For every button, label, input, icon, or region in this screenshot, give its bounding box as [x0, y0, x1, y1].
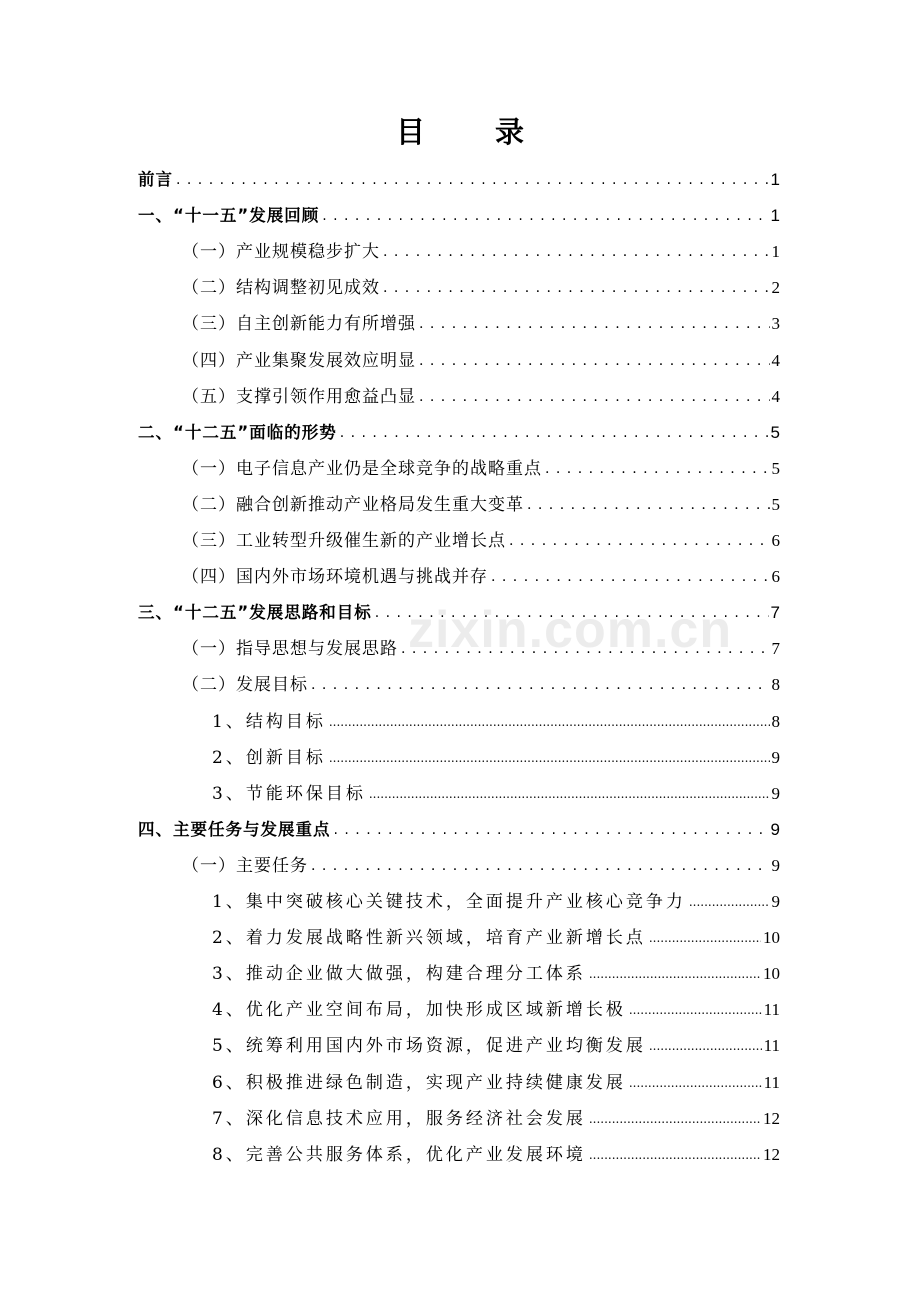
toc-entry[interactable]: [138, 818, 780, 842]
toc-entry-page-number: 5: [771, 458, 780, 478]
dot-leader: [689, 890, 770, 914]
dot-leader: [419, 385, 770, 409]
toc-entry-label: （二）结构调整初见成效: [182, 278, 380, 299]
toc-entry-page-number: 9: [771, 783, 780, 803]
toc-entry-label: 1、结构目标: [212, 711, 326, 732]
toc-entry-label: （一）指导思想与发展思路: [182, 639, 398, 660]
toc-entry[interactable]: [212, 998, 780, 1022]
toc-entry-page-number: 6: [771, 567, 780, 587]
toc-entry-label: （一）电子信息产业仍是全球竞争的战略重点: [182, 458, 542, 479]
dot-leader: [176, 168, 769, 192]
toc-entry-page-number: 11: [763, 1036, 780, 1056]
toc-entry[interactable]: [212, 926, 780, 950]
toc-entry-label: 4、优化产业空间布局，加快形成区域新增长极: [212, 1000, 626, 1021]
dot-leader: [545, 457, 770, 481]
toc-entry-label: 2、创新目标: [212, 747, 326, 768]
dot-leader: [340, 421, 769, 445]
dot-leader: [322, 204, 768, 228]
toc-entry-page-number: 7: [771, 639, 780, 659]
toc-entry-page-number: 6: [771, 531, 780, 550]
dot-leader: [649, 1034, 762, 1058]
toc-entry[interactable]: [182, 385, 780, 409]
dot-leader: [311, 854, 770, 878]
toc-entry-label: 5、统筹利用国内外市场资源，促进产业均衡发展: [212, 1036, 646, 1057]
toc-entry-page-number: 4: [771, 350, 780, 370]
toc-entry[interactable]: [212, 1034, 780, 1058]
toc-entry-page-number: 11: [763, 1072, 780, 1092]
toc-entry-page-number: 9: [771, 747, 780, 767]
toc-entry-label: 7、深化信息技术应用，服务经济社会发展: [212, 1108, 586, 1129]
toc-entry-label: （二）融合创新推动产业格局发生重大变革: [182, 494, 524, 515]
toc-entry[interactable]: [212, 710, 780, 734]
toc-entry[interactable]: [182, 457, 780, 481]
toc-entry[interactable]: [212, 746, 780, 770]
toc-entry-label: 1、集中突破核心关键技术，全面提升产业核心竞争力: [212, 892, 686, 912]
toc-entry-label: （二）发展目标: [182, 675, 308, 696]
toc-entry-page-number: 5: [770, 422, 780, 442]
toc-entry[interactable]: [182, 276, 780, 300]
dot-leader: [329, 746, 770, 770]
toc-entry-label: （三）工业转型升级催生新的产业增长点: [182, 531, 506, 551]
toc-entry[interactable]: [138, 204, 780, 228]
dot-leader: [383, 240, 770, 264]
dot-leader: [649, 926, 761, 950]
toc-entry-page-number: 1: [771, 242, 780, 262]
watermark: zixin.com.cn: [408, 601, 733, 659]
toc-entry-page-number: 8: [771, 675, 780, 695]
toc-entry[interactable]: [138, 168, 780, 192]
toc-entry-label: （五）支撑引领作用愈益凸显: [182, 386, 416, 407]
dot-leader: [369, 782, 770, 806]
toc-entry-label: 3、节能环保目标: [212, 783, 366, 804]
toc-entry[interactable]: [182, 673, 780, 697]
toc-entry-page-number: 1: [770, 206, 780, 226]
dot-leader: [589, 962, 761, 986]
dot-leader: [589, 1143, 761, 1167]
toc-entry-page-number: 4: [771, 386, 780, 406]
toc-entry[interactable]: [182, 529, 780, 553]
toc-entry[interactable]: [182, 493, 780, 517]
toc-entry-page-number: 3: [771, 314, 780, 334]
toc-entry[interactable]: [212, 1143, 780, 1167]
toc-entry-label: 四、主要任务与发展重点: [138, 819, 331, 839]
toc-entry-page-number: 7: [770, 603, 780, 623]
toc-entry-label: 3、推动企业做大做强，构建合理分工体系: [212, 964, 586, 985]
toc-entry[interactable]: [212, 962, 780, 986]
toc-entry-page-number: 1: [770, 170, 780, 189]
dot-leader: [419, 312, 770, 336]
toc-entry[interactable]: [182, 854, 780, 878]
toc-entry-page-number: 12: [763, 1144, 780, 1164]
toc-entry-page-number: 2: [771, 278, 780, 298]
dot-leader: [527, 493, 770, 517]
toc-entry[interactable]: [212, 890, 780, 914]
toc-entry-label: （一）产业规模稳步扩大: [182, 242, 380, 263]
toc-entry-label: 6、积极推进绿色制造，实现产业持续健康发展: [212, 1072, 626, 1093]
dot-leader: [383, 276, 770, 300]
toc-entry-label: （四）产业集聚发展效应明显: [182, 350, 416, 371]
toc-entry-label: 2、着力发展战略性新兴领域，培育产业新增长点: [212, 928, 646, 949]
toc-entry[interactable]: [212, 1107, 780, 1131]
toc-entry-page-number: 10: [763, 928, 780, 948]
page-title: 目 录: [395, 115, 555, 149]
toc-entry-page-number: 9: [771, 892, 780, 911]
toc-entry[interactable]: [212, 782, 780, 806]
dot-leader: [629, 998, 762, 1022]
toc-entry-page-number: 10: [763, 964, 780, 984]
toc-entry[interactable]: [138, 421, 780, 445]
dot-leader: [491, 565, 770, 589]
toc-entry[interactable]: [182, 565, 780, 589]
toc-entry-page-number: 9: [771, 855, 780, 875]
toc-entry-label: （一）主要任务: [182, 855, 308, 876]
toc-entry[interactable]: [182, 312, 780, 336]
toc-entry-label: 一、“十一五”发展回顾: [138, 206, 320, 226]
toc-entry-page-number: 5: [771, 494, 780, 514]
dot-leader: [311, 673, 770, 697]
toc-entry-page-number: 11: [763, 1000, 780, 1020]
dot-leader: [589, 1107, 761, 1131]
dot-leader: [419, 349, 770, 373]
toc-entry-label: 8、完善公共服务体系，优化产业发展环境: [212, 1144, 586, 1165]
toc-entry-page-number: 9: [770, 819, 780, 839]
toc-entry[interactable]: [182, 240, 780, 264]
dot-leader: [629, 1071, 762, 1095]
toc-entry-label: 二、“十二五”面临的形势: [138, 422, 337, 442]
toc-entry-label: （三）自主创新能力有所增强: [182, 314, 416, 335]
dot-leader: [509, 529, 770, 553]
dot-leader: [329, 710, 770, 734]
toc-entry-label: （四）国内外市场环境机遇与挑战并存: [182, 567, 488, 588]
dot-leader: [334, 818, 769, 842]
toc-entry-page-number: 12: [763, 1108, 780, 1128]
toc-entry-page-number: 8: [771, 711, 780, 731]
toc-entry-label: 前言: [138, 170, 173, 189]
toc-entry[interactable]: [212, 1071, 780, 1095]
toc-entry[interactable]: [182, 349, 780, 373]
toc-entry-label: 三、“十二五”发展思路和目标: [138, 603, 372, 623]
